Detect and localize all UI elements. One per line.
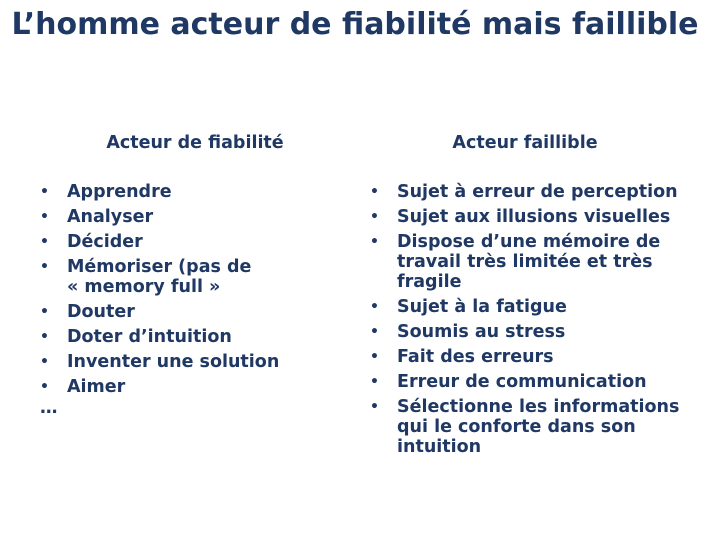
list-item-text: Fait des erreurs (397, 347, 554, 367)
list-item-text: Mémoriser (pas de « memory full » (67, 257, 252, 297)
bullet-icon: • (40, 379, 49, 395)
bullet-icon: • (40, 329, 49, 345)
list-item (370, 297, 700, 317)
bullet-icon: • (370, 324, 379, 340)
left-column-heading: Acteur de fiabilité (106, 133, 284, 153)
list-item (40, 207, 330, 227)
bullet-icon: • (40, 304, 49, 320)
list-item (40, 352, 330, 372)
list-item-text: Soumis au stress (397, 322, 566, 342)
list-item (370, 232, 687, 292)
list-item-text: Douter (67, 302, 135, 322)
bullet-icon: • (40, 209, 49, 225)
bullet-icon: • (40, 234, 49, 250)
list-item-text: Inventer une solution (67, 352, 280, 372)
bullet-icon: • (40, 184, 49, 200)
list-item (40, 182, 330, 202)
bullet-icon: • (370, 374, 379, 390)
bullet-icon: • (40, 354, 49, 370)
list-item (40, 257, 267, 297)
bullet-icon: • (370, 349, 379, 365)
list-item-text: Sujet à la fatigue (397, 297, 567, 317)
list-item-text: Doter d’intuition (67, 327, 232, 347)
list-item (370, 347, 700, 367)
trailing-ellipsis: … (40, 398, 58, 418)
list-item-text: Sélectionne les informations qui le conforte dans son intuition (397, 397, 680, 457)
bullet-icon: • (370, 184, 379, 200)
right-column-heading: Acteur faillible (452, 133, 598, 153)
list-item (370, 322, 700, 342)
list-item-text: Décider (67, 232, 143, 252)
left-column (40, 132, 330, 418)
list-item (370, 372, 700, 392)
list-item-text: Analyser (67, 207, 154, 227)
right-column (370, 132, 700, 462)
list-item (370, 182, 700, 202)
left-bullet-list (40, 182, 330, 397)
list-item-text: Apprendre (67, 182, 172, 202)
list-item-text: Dispose d’une mémoire de travail très limitée et très fragile (397, 232, 661, 292)
list-item (40, 232, 330, 252)
list-item (370, 397, 707, 457)
list-item (40, 377, 330, 397)
list-item-text: Aimer (67, 377, 126, 397)
bullet-icon: • (370, 209, 379, 225)
slide-title: L’homme acteur de fiabilité mais faillible (11, 7, 699, 42)
list-item (370, 207, 700, 227)
list-item (40, 302, 330, 322)
list-item-text: Erreur de communication (397, 372, 647, 392)
bullet-icon: • (370, 234, 379, 250)
bullet-icon: • (40, 259, 49, 275)
list-item (40, 327, 330, 347)
bullet-icon: • (370, 399, 379, 415)
bullet-icon: • (370, 299, 379, 315)
list-item-text: Sujet aux illusions visuelles (397, 207, 671, 227)
right-bullet-list (370, 182, 700, 457)
list-item-text: Sujet à erreur de perception (397, 182, 678, 202)
